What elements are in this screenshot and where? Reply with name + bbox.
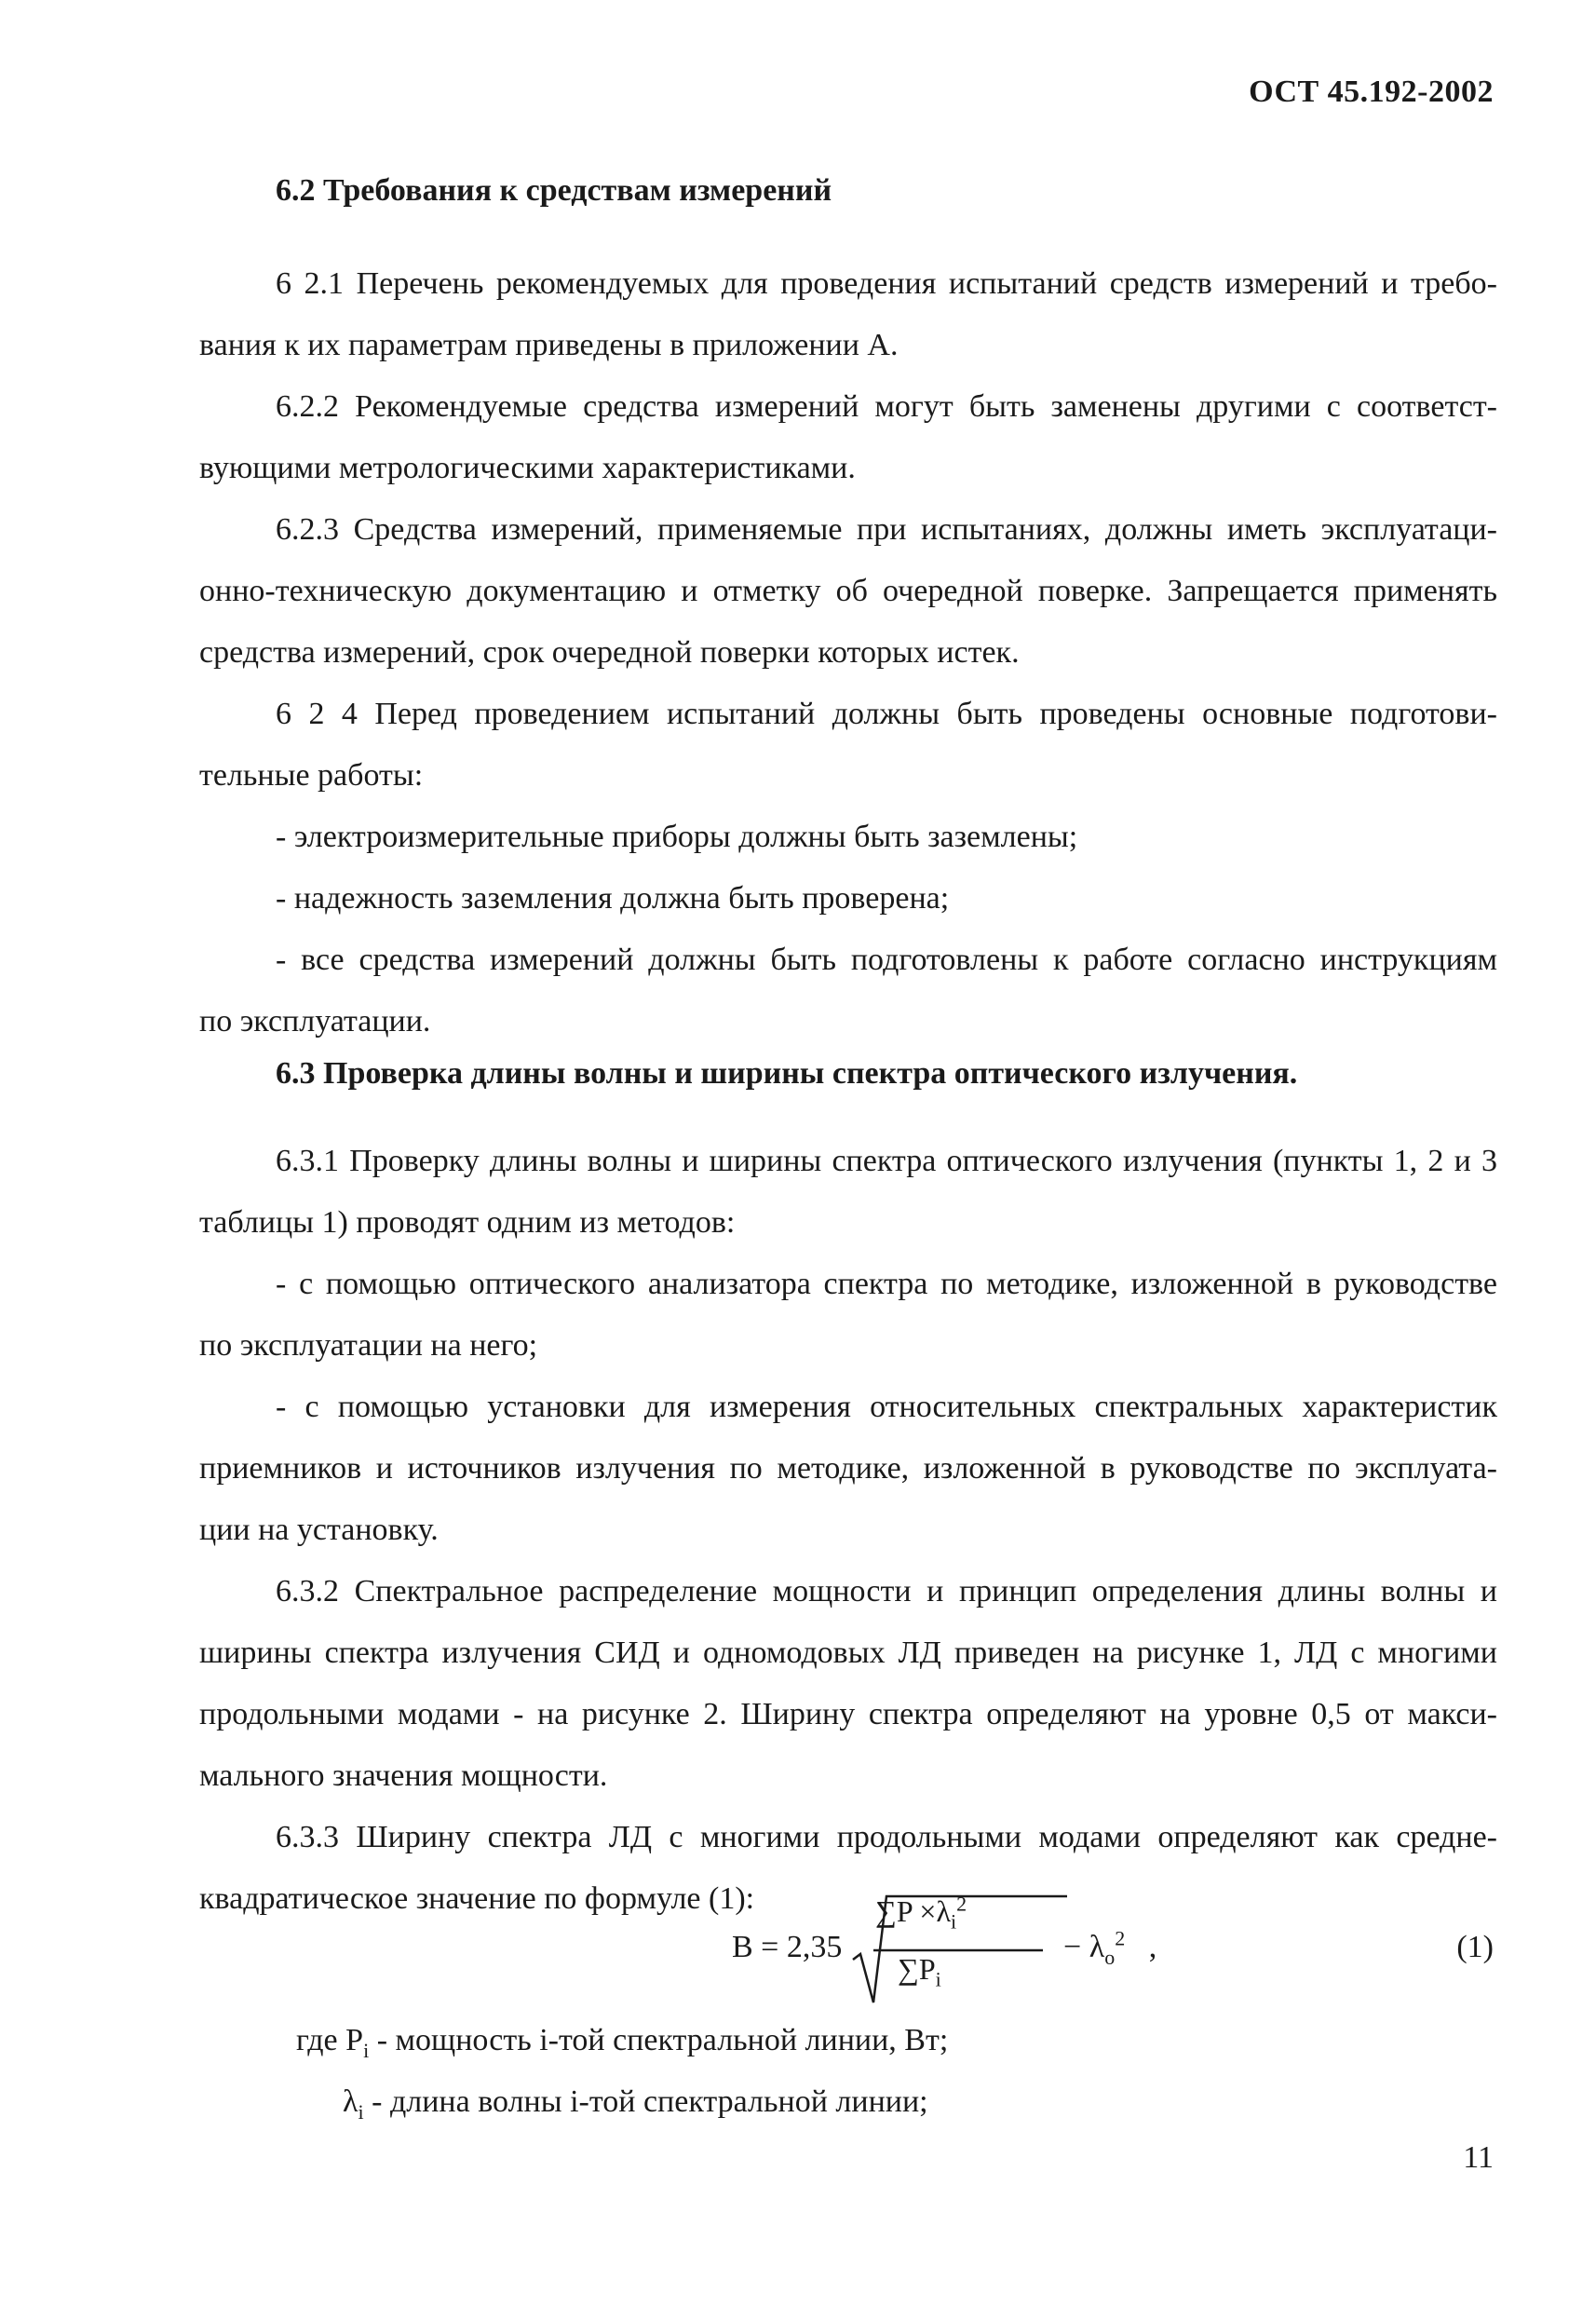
para-6-3-2-line4: мального значения мощности. <box>199 1758 608 1793</box>
where-line-1: где $P_i$ - мощность i-той спектральной линии, Вт; <box>296 2023 949 2062</box>
para-6-2-3-line1: 6.2.3 Средства измерений, применяемые при испытаниях, должны иметь эксплуатаци- <box>276 512 1497 547</box>
para-6-3-2-line1: 6.3.2 Спектральное распределение мощности и принцип определения длины волны и <box>276 1574 1497 1608</box>
method-1-line1: - с помощью оптического анализатора спектра по методике, изложенной в руководстве <box>276 1267 1497 1301</box>
formula-numerator: $\sum P \times\lambda_i^2$ <box>875 1892 967 1934</box>
para-6-3-2-line2: ширины спектра излучения СИД и одномодовых ЛД приведен на рисунке 1, ЛД с многими <box>199 1636 1497 1670</box>
bullet-prepare-line2: по эксплуатации. <box>199 1004 431 1038</box>
page-number: 11 <box>1463 2140 1494 2175</box>
where-line-2: $\lambda_i$ - длина волны i-той спектральной линии; <box>343 2084 928 2124</box>
para-6-2-3-line2: онно-техническую документацию и отметку об очередной поверке. Запрещается применять <box>199 574 1497 608</box>
para-6-3-3-line2: квадратическое значение по формуле (1): <box>199 1881 755 1916</box>
para-6-2-3-line3: средства измерений, срок очередной поверки которых истек. <box>199 635 1020 670</box>
formula-1 <box>732 1893 1253 2004</box>
para-6-3-1-line2: таблицы 1) проводят одним из методов: <box>199 1205 736 1240</box>
method-1-line2: по эксплуатации на него; <box>199 1328 538 1363</box>
para-6-2-2-line1: 6.2.2 Рекомендуемые средства измерений могут быть заменены другими с соответст- <box>276 389 1497 424</box>
equation-number: (1) <box>1456 1930 1494 1964</box>
para-6-3-2-line3: продольными модами - на рисунке 2. Ширину спектра определяют на уровне 0,5 от макси- <box>199 1697 1497 1731</box>
bullet-prepare-line1: - все средства измерений должны быть подготовлены к работе согласно инструкциям <box>276 943 1497 977</box>
para-6-2-4-line2: тельные работы: <box>199 758 424 793</box>
para-6-3-3-line1: 6.3.3 Ширину спектра ЛД с многими продольными модами определяют как средне- <box>276 1820 1497 1854</box>
para-6-2-1-line1: 6 2.1 Перечень рекомендуемых для проведения испытаний средств измерений и требо- <box>276 266 1497 301</box>
formula-tail: − $\lambda_o^2$ , <box>1063 1926 1157 1969</box>
method-2-line2: приемников и источников излучения по методике, изложенной в руководстве по эксплуата- <box>199 1451 1497 1486</box>
para-6-3-1-line1: 6.3.1 Проверку длины волны и ширины спектра оптического излучения (пункты 1, 2 и 3 <box>276 1144 1497 1178</box>
method-2-line1: - с помощью установки для измерения относительных спектральных характеристик <box>276 1390 1497 1424</box>
para-6-2-1-line2: вания к их параметрам приведены в приложении А. <box>199 328 899 362</box>
document-code: ОСТ 45.192-2002 <box>1249 75 1494 109</box>
section-6-2-title: 6.2 Требования к средствам измерений <box>276 173 832 208</box>
bullet-grounding: - электроизмерительные приборы должны быть заземлены; <box>276 820 1078 854</box>
para-6-2-4-line1: 6 2 4 Перед проведением испытаний должны быть проведены основные подготови- <box>276 697 1497 731</box>
formula-lhs: B = 2,35 <box>732 1930 843 1964</box>
para-6-2-2-line2: вующими метрологическими характеристиками. <box>199 451 856 485</box>
bullet-grounding-check: - надежность заземления должна быть проверена; <box>276 881 950 916</box>
method-2-line3: ции на установку. <box>199 1513 439 1547</box>
section-6-3-title: 6.3 Проверка длины волны и ширины спектра оптического излучения. <box>276 1056 1298 1091</box>
formula-denominator: $\sum P_i$ <box>898 1952 941 1991</box>
